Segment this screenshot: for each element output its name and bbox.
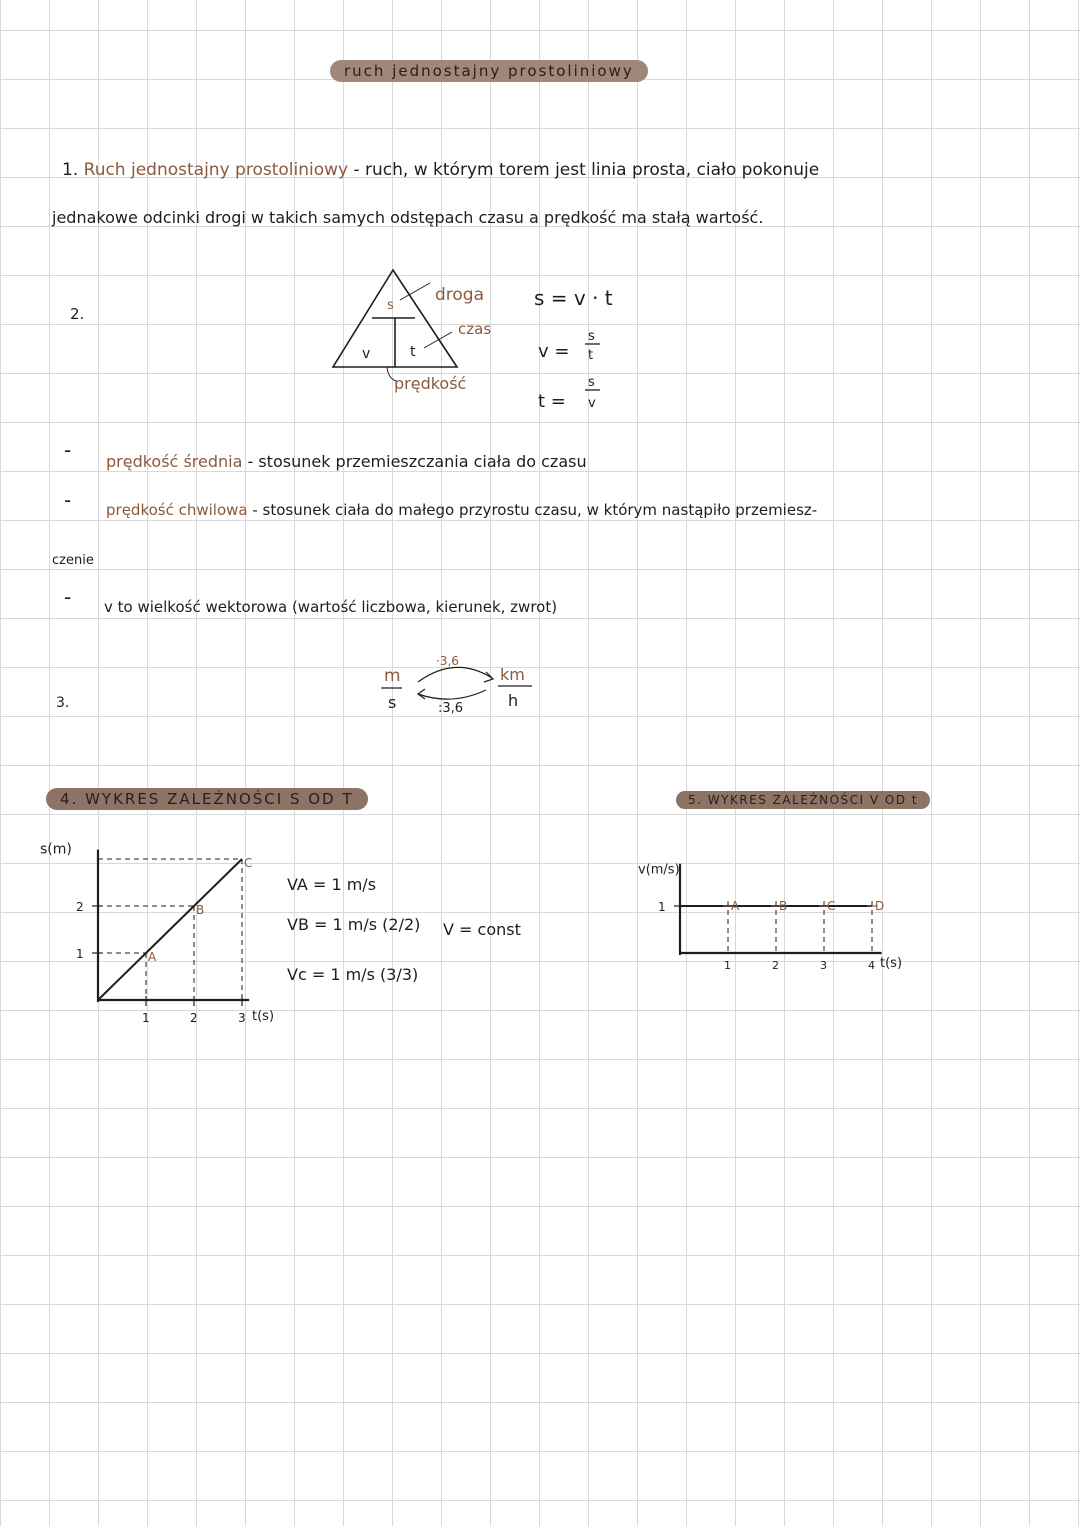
point-label-d: D: [875, 899, 885, 913]
section-2-number: 2.: [70, 305, 85, 323]
y-tick-label-1: 1: [658, 900, 666, 914]
label-predkosc: prędkość: [394, 374, 467, 393]
y-axis-label: s(m): [40, 841, 72, 858]
page-title: ruch jednostajny prostoliniowy: [330, 60, 648, 82]
vector-note-dash: -: [64, 585, 72, 609]
x-tick-label-3: 3: [238, 1011, 246, 1025]
factor-divide: :3,6: [438, 701, 464, 716]
x-axis-label: t(s): [252, 1009, 275, 1024]
section-1-term: Ruch jednostajny prostoliniowy: [83, 160, 349, 180]
section-1-number: 1.: [62, 160, 79, 180]
y-axis-label: v(m/s): [638, 862, 680, 878]
y-tick-label-2: 2: [76, 900, 84, 914]
formula-t-left: t =: [538, 391, 566, 412]
definition-1-term: prędkość średnia: [106, 452, 243, 471]
definition-2-continuation: czenie: [52, 553, 94, 568]
unit-km: km: [500, 665, 525, 684]
section-1-line-2: jednakowe odcinki drogi w takich samych odstępach czasu a prędkość ma stałą wartość.: [52, 208, 764, 227]
formula-s: s = v · t: [534, 286, 613, 310]
point-label-a: A: [148, 950, 157, 964]
point-label-b: B: [779, 899, 788, 913]
definition-1-text: - stosunek przemieszczania ciała do czasu: [247, 452, 587, 471]
unit-m: m: [384, 666, 401, 686]
y-tick-label-1: 1: [76, 947, 84, 961]
velocity-c-value: Vc = 1 m/s: [287, 965, 375, 984]
point-label-c: C: [244, 856, 253, 870]
formula-v-left: v =: [538, 341, 570, 362]
velocity-b-value: VB = 1 m/s: [287, 915, 378, 934]
x-tick-label-1: 1: [142, 1011, 150, 1025]
x-tick-label-2: 2: [190, 1011, 198, 1025]
vector-note: v to wielkość wektorowa (wartość liczbowa, kierunek, zwrot): [104, 598, 558, 616]
point-label-a: A: [731, 899, 740, 913]
section-3-number: 3.: [56, 695, 70, 711]
formula-v-numerator: s: [588, 329, 595, 344]
definition-1-dash: -: [64, 438, 72, 462]
velocity-b-ratio: (2/2): [382, 915, 421, 934]
definition-2-text: - stosunek ciała do małego przyrostu czasu, w którym nastąpiło przemiesz-: [252, 501, 818, 519]
unit-h: h: [508, 691, 519, 710]
triangle-s-label: s: [387, 298, 394, 313]
x-tick-label-4: 4: [868, 959, 875, 972]
velocity-const-note: V = const: [443, 920, 521, 939]
triangle-t-label: t: [410, 344, 416, 360]
x-tick-label-2: 2: [772, 959, 779, 972]
formula-t-denominator: v: [588, 396, 596, 411]
definition-2-term: prędkość chwilowa: [106, 501, 248, 519]
formula-v-denominator: t: [588, 348, 594, 363]
velocity-a: VA = 1 m/s: [287, 875, 377, 894]
x-tick-label-1: 1: [724, 959, 731, 972]
triangle-v-label: v: [362, 346, 371, 362]
section-1-definition-start: - ruch, w którym torem jest linia prosta, ciało pokonuje: [353, 160, 820, 180]
point-label-b: B: [196, 903, 205, 917]
unit-s: s: [388, 693, 397, 712]
velocity-c-ratio: (3/3): [380, 965, 419, 984]
factor-multiply: ·3,6: [436, 654, 459, 668]
section-4-heading: 4. WYKRES ZALEŻNOŚCI S OD T: [46, 788, 368, 810]
label-droga: droga: [435, 285, 485, 305]
definition-2-dash: -: [64, 488, 72, 512]
label-czas: czas: [458, 320, 492, 338]
x-axis-label: t(s): [880, 956, 903, 971]
section-5-heading: 5. WYKRES ZALEŻNOŚCI V OD t: [676, 791, 930, 809]
point-label-c: C: [827, 899, 836, 913]
formula-t-numerator: s: [588, 375, 595, 390]
x-tick-label-3: 3: [820, 959, 827, 972]
